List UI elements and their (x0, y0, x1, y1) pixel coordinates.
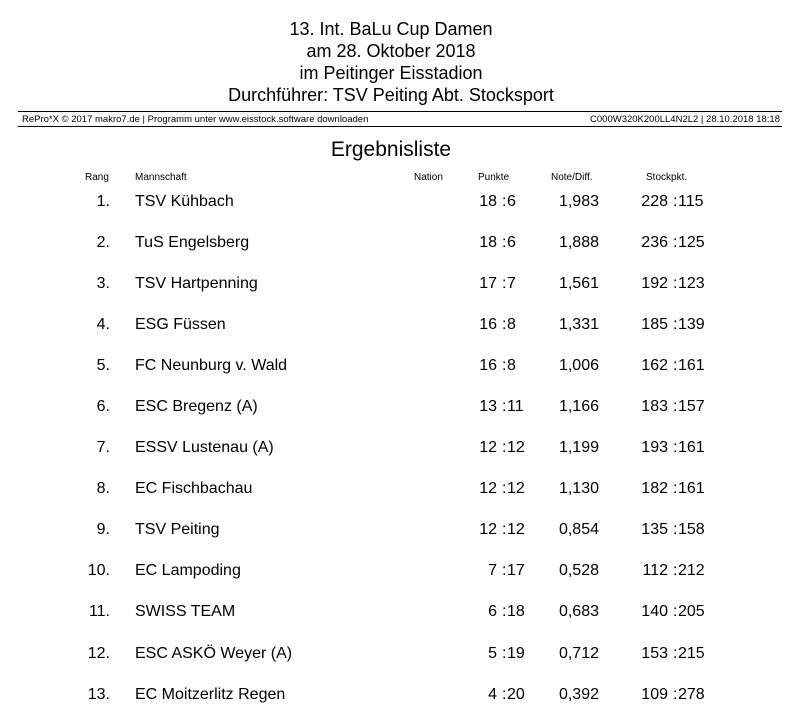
stock-for-cell: 140 (641, 603, 668, 620)
points-separator: : (502, 275, 507, 292)
points-lost-cell: 6 (507, 193, 516, 210)
stock-against-cell: 205 (678, 603, 705, 620)
stock-against-cell: 161 (678, 357, 705, 374)
stock-against-cell: 125 (678, 234, 705, 251)
team-cell: ESC Bregenz (A) (135, 398, 258, 415)
team-cell: ESG Füssen (135, 316, 226, 333)
note-diff-cell: 1,331 (558, 316, 599, 333)
table-row (0, 193, 800, 217)
points-separator: : (502, 645, 507, 662)
team-cell: TSV Peiting (135, 521, 220, 538)
note-diff-cell: 0,683 (558, 603, 599, 620)
stock-against-cell: 158 (678, 521, 705, 538)
column-header-stock: Stockpkt. (646, 172, 688, 183)
stock-separator: : (673, 193, 678, 210)
stock-separator: : (673, 645, 678, 662)
stock-separator: : (673, 357, 678, 374)
note-diff-cell: 0,392 (558, 686, 599, 703)
rank-cell: 3. (96, 275, 110, 292)
note-diff-cell: 0,712 (558, 645, 599, 662)
stock-separator: : (673, 686, 678, 703)
points-separator: : (502, 398, 507, 415)
points-won-cell: 5 (488, 645, 497, 662)
table-row (0, 398, 800, 422)
stock-for-cell: 153 (641, 645, 668, 662)
note-diff-cell: 0,528 (558, 562, 599, 579)
note-diff-cell: 1,199 (558, 439, 599, 456)
points-lost-cell: 12 (507, 480, 525, 497)
stock-separator: : (673, 562, 678, 579)
points-separator: : (502, 686, 507, 703)
stock-for-cell: 192 (641, 275, 668, 292)
stock-separator: : (673, 275, 678, 292)
table-row (0, 357, 800, 381)
stock-against-cell: 123 (678, 275, 705, 292)
points-separator: : (502, 357, 507, 374)
points-won-cell: 12 (479, 480, 497, 497)
points-won-cell: 16 (479, 316, 497, 333)
stock-for-cell: 228 (641, 193, 668, 210)
points-won-cell: 18 (479, 193, 497, 210)
points-lost-cell: 8 (507, 316, 516, 333)
note-diff-cell: 0,854 (558, 521, 599, 538)
stock-for-cell: 185 (641, 316, 668, 333)
note-diff-cell: 1,166 (558, 398, 599, 415)
points-won-cell: 7 (488, 562, 497, 579)
column-header-note: Note/Diff. (551, 172, 593, 183)
points-lost-cell: 12 (507, 439, 525, 456)
note-diff-cell: 1,006 (558, 357, 599, 374)
stock-against-cell: 161 (678, 439, 705, 456)
table-row (0, 603, 800, 627)
tournament-title: 13. Int. BaLu Cup Damen (289, 19, 493, 39)
table-row (0, 439, 800, 463)
software-credit: RePro*X © 2017 makro7.de | Programm unter www.eisstock.software downloaden (22, 114, 369, 125)
header-divider-bottom (18, 126, 782, 127)
stock-against-cell: 215 (678, 645, 705, 662)
stock-for-cell: 236 (641, 234, 668, 251)
rank-cell: 11. (88, 603, 110, 620)
points-separator: : (502, 521, 507, 538)
points-separator: : (502, 439, 507, 456)
stock-separator: : (673, 316, 678, 333)
table-row (0, 562, 800, 586)
stock-for-cell: 193 (641, 439, 668, 456)
tournament-organizer: Durchführer: TSV Peiting Abt. Stocksport (228, 85, 554, 105)
table-row (0, 645, 800, 669)
rank-cell: 10. (87, 562, 110, 579)
team-cell: TSV Hartpenning (135, 275, 258, 292)
table-row (0, 316, 800, 340)
page-title: Ergebnisliste (330, 138, 452, 161)
team-cell: TuS Engelsberg (135, 234, 250, 251)
stock-for-cell: 135 (641, 521, 668, 538)
column-header-team: Mannschaft (135, 172, 187, 183)
stock-separator: : (673, 521, 678, 538)
points-lost-cell: 12 (507, 521, 525, 538)
rank-cell: 4. (96, 316, 110, 333)
table-row (0, 234, 800, 258)
rank-cell: 12. (87, 645, 110, 662)
stock-separator: : (673, 439, 678, 456)
stock-for-cell: 182 (641, 480, 668, 497)
tournament-date: am 28. Oktober 2018 (306, 41, 476, 61)
points-won-cell: 16 (479, 357, 497, 374)
points-lost-cell: 17 (507, 562, 525, 579)
rank-cell: 9. (96, 521, 110, 538)
points-won-cell: 13 (479, 398, 497, 415)
points-separator: : (502, 234, 507, 251)
rank-cell: 8. (96, 480, 110, 497)
stock-for-cell: 112 (642, 562, 668, 579)
points-won-cell: 17 (479, 275, 497, 292)
team-cell: ESSV Lustenau (A) (135, 439, 274, 456)
header-divider-top (18, 111, 782, 112)
rank-cell: 7. (96, 439, 110, 456)
points-separator: : (502, 562, 507, 579)
rank-cell: 5. (96, 357, 110, 374)
points-lost-cell: 8 (507, 357, 516, 374)
points-lost-cell: 20 (507, 686, 525, 703)
stock-against-cell: 157 (678, 398, 705, 415)
document-header (0, 18, 782, 106)
table-row (0, 480, 800, 504)
stock-for-cell: 183 (641, 398, 668, 415)
tournament-venue: im Peitinger Eisstadion (299, 63, 483, 83)
note-diff-cell: 1,561 (558, 275, 599, 292)
team-cell: EC Lampoding (135, 562, 241, 579)
points-separator: : (502, 316, 507, 333)
team-cell: EC Moitzerlitz Regen (135, 686, 286, 703)
column-header-points: Punkte (478, 172, 510, 183)
stock-for-cell: 109 (641, 686, 668, 703)
points-won-cell: 4 (488, 686, 497, 703)
points-separator: : (502, 193, 507, 210)
team-cell: SWISS TEAM (135, 603, 236, 620)
stock-separator: : (673, 603, 678, 620)
stock-against-cell: 139 (678, 316, 705, 333)
points-won-cell: 18 (479, 234, 497, 251)
note-diff-cell: 1,888 (558, 234, 599, 251)
team-cell: TSV Kühbach (135, 193, 234, 210)
team-cell: FC Neunburg v. Wald (135, 357, 288, 374)
stock-separator: : (673, 480, 678, 497)
column-header-rank: Rang (85, 172, 109, 183)
points-separator: : (502, 480, 507, 497)
stock-for-cell: 162 (641, 357, 668, 374)
rank-cell: 6. (96, 398, 110, 415)
points-won-cell: 6 (488, 603, 497, 620)
rank-cell: 2. (96, 234, 110, 251)
points-lost-cell: 6 (507, 234, 516, 251)
stock-against-cell: 115 (678, 193, 704, 210)
team-cell: EC Fischbachau (135, 480, 253, 497)
table-row (0, 275, 800, 299)
rank-cell: 13. (87, 686, 110, 703)
table-row (0, 521, 800, 545)
team-cell: ESC ASKÖ Weyer (A) (135, 645, 293, 662)
points-lost-cell: 7 (507, 275, 516, 292)
column-header-nation: Nation (414, 172, 443, 183)
points-lost-cell: 11 (507, 398, 524, 415)
stock-against-cell: 212 (678, 562, 705, 579)
points-won-cell: 12 (479, 439, 497, 456)
table-row (0, 686, 800, 710)
stock-separator: : (673, 234, 678, 251)
points-lost-cell: 18 (507, 603, 525, 620)
rank-cell: 1. (96, 193, 110, 210)
points-separator: : (502, 603, 507, 620)
stock-separator: : (673, 398, 678, 415)
software-meta-line (22, 114, 780, 125)
note-diff-cell: 1,130 (558, 480, 599, 497)
report-code-timestamp: C000W320K200LL4N2L2 | 28.10.2018 18:18 (590, 114, 780, 125)
points-won-cell: 12 (479, 521, 497, 538)
note-diff-cell: 1,983 (558, 193, 599, 210)
stock-against-cell: 278 (678, 686, 705, 703)
stock-against-cell: 161 (678, 480, 705, 497)
points-lost-cell: 19 (507, 645, 525, 662)
